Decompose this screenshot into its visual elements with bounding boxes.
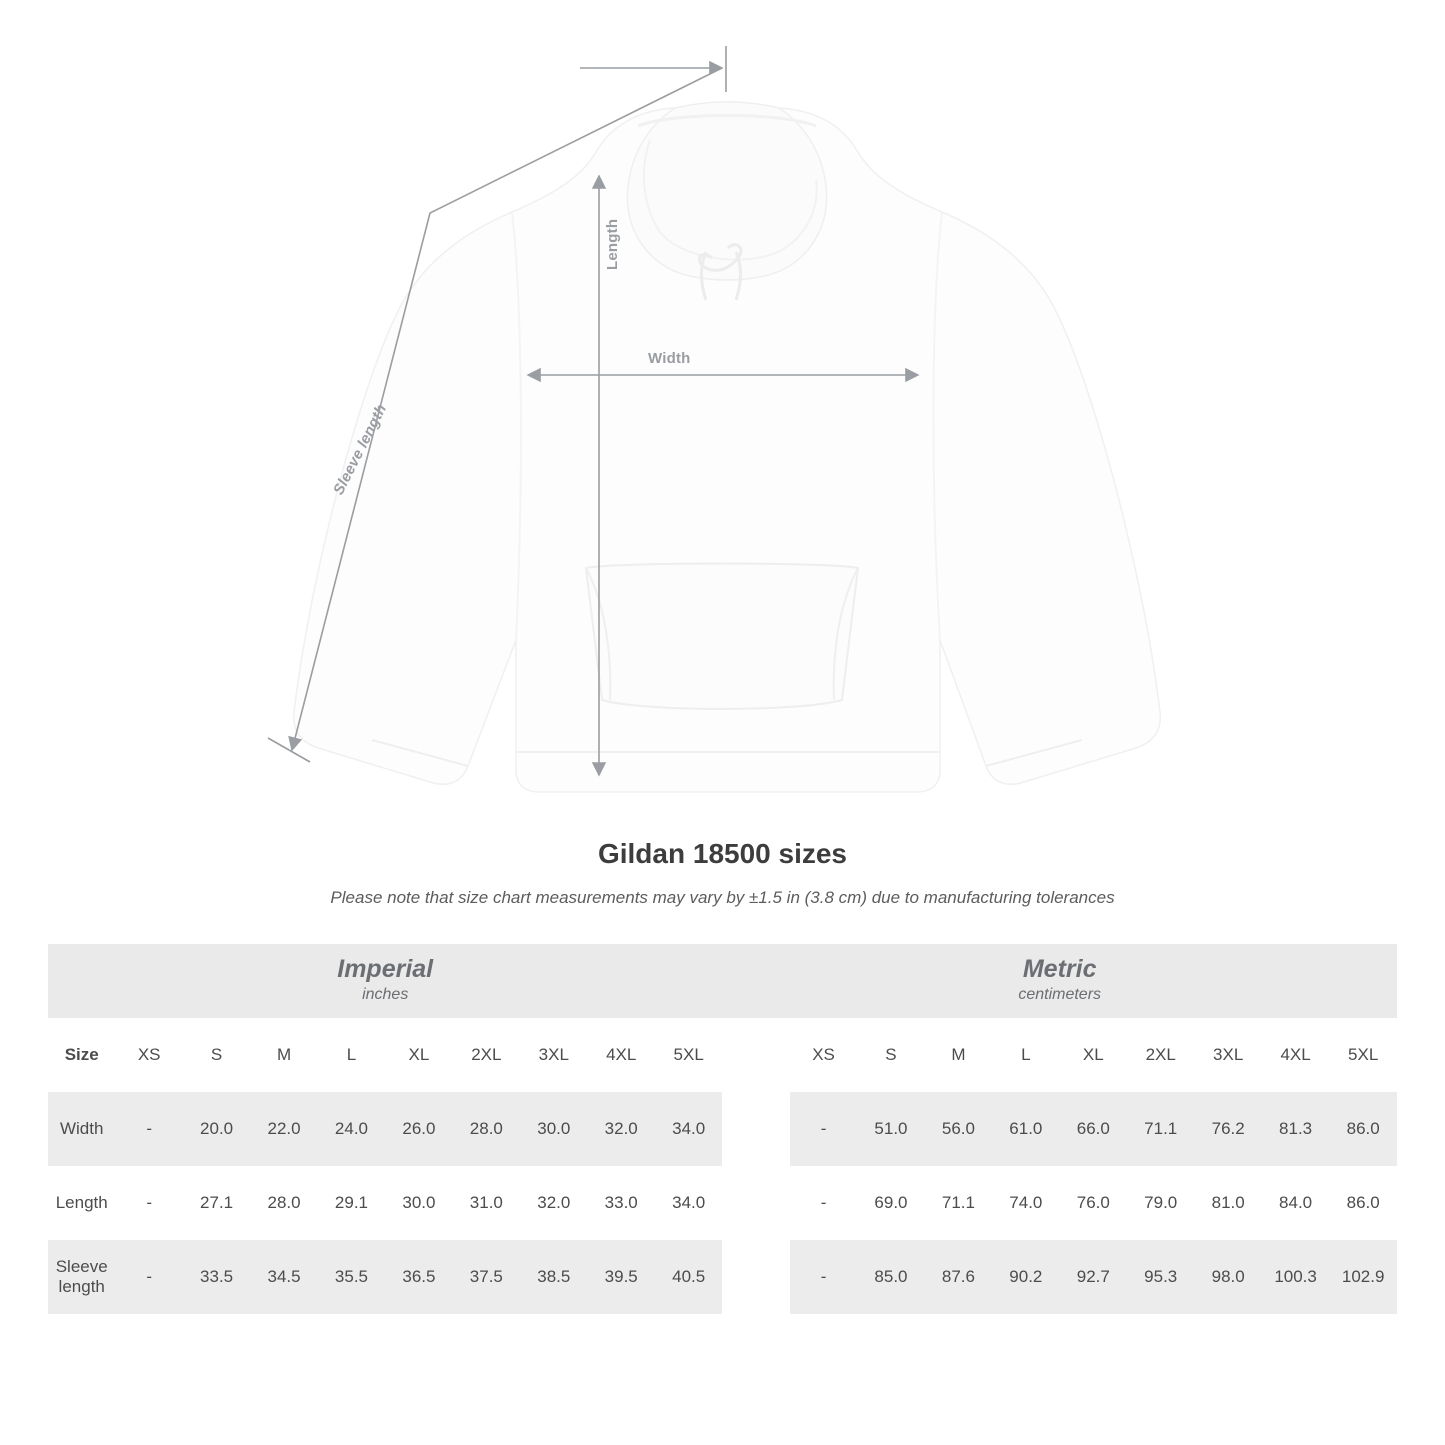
cell-width-metric-4: 66.0 [1060, 1092, 1127, 1166]
imperial-header [48, 944, 722, 1018]
table-row [48, 1240, 1397, 1314]
col-header-imperial-4: XL [385, 1018, 452, 1092]
cell-length-imperial-6: 32.0 [520, 1166, 587, 1240]
length-label: Length [604, 218, 621, 270]
col-header-metric-4: XL [1060, 1018, 1127, 1092]
cell-length-metric-8: 86.0 [1329, 1166, 1397, 1240]
metric-name: Metric [1022, 954, 1097, 983]
cell-length-metric-1: 69.0 [857, 1166, 924, 1240]
cell-width-imperial-0: - [115, 1092, 182, 1166]
cell-length-metric-0: - [790, 1166, 857, 1240]
cell-sleeve-imperial-5: 37.5 [453, 1240, 520, 1314]
imperial-sub: inches [362, 986, 409, 1004]
size-header-cell: Size [48, 1018, 115, 1092]
col-header-metric-8: 5XL [1329, 1018, 1397, 1092]
col-header-metric-6: 3XL [1194, 1018, 1261, 1092]
cell-width-imperial-7: 32.0 [588, 1092, 655, 1166]
cell-sleeve-imperial-4: 36.5 [385, 1240, 452, 1314]
cell-length-imperial-1: 27.1 [183, 1166, 250, 1240]
cell-length-imperial-4: 30.0 [385, 1166, 452, 1240]
table-row [48, 1166, 1397, 1240]
cell-length-metric-7: 84.0 [1262, 1166, 1329, 1240]
cell-sleeve-imperial-6: 38.5 [520, 1240, 587, 1314]
col-header-imperial-5: 2XL [453, 1018, 520, 1092]
sleeve-length-label: Sleeve length [330, 401, 391, 498]
cell-width-metric-0: - [790, 1092, 857, 1166]
cell-width-metric-8: 86.0 [1329, 1092, 1397, 1166]
imperial-name: Imperial [337, 954, 434, 983]
col-header-imperial-1: S [183, 1018, 250, 1092]
cell-sleeve-metric-4: 92.7 [1060, 1240, 1127, 1314]
width-label: Width [648, 350, 691, 367]
unit-divider [722, 1166, 789, 1240]
cell-width-imperial-2: 22.0 [250, 1092, 317, 1166]
metric-sub: centimeters [1018, 986, 1102, 1004]
cell-sleeve-imperial-8: 40.5 [655, 1240, 722, 1314]
cell-width-metric-1: 51.0 [857, 1092, 924, 1166]
cell-sleeve-imperial-2: 34.5 [250, 1240, 317, 1314]
size-header-row [48, 1018, 1397, 1092]
cell-sleeve-imperial-7: 39.5 [588, 1240, 655, 1314]
cell-width-metric-2: 56.0 [925, 1092, 992, 1166]
cell-sleeve-metric-2: 87.6 [925, 1240, 992, 1314]
unit-header-row [48, 944, 1397, 1018]
cell-length-imperial-5: 31.0 [453, 1166, 520, 1240]
cell-width-imperial-5: 28.0 [453, 1092, 520, 1166]
cell-length-metric-3: 74.0 [992, 1166, 1059, 1240]
cell-length-metric-6: 81.0 [1194, 1166, 1261, 1240]
cell-sleeve-metric-7: 100.3 [1262, 1240, 1329, 1314]
cell-sleeve-metric-0: - [790, 1240, 857, 1314]
col-header-imperial-0: XS [115, 1018, 182, 1092]
metric-header [722, 944, 1397, 1018]
table-row [48, 1092, 1397, 1166]
cell-length-imperial-0: - [115, 1166, 182, 1240]
title-block [0, 838, 1445, 908]
col-header-metric-7: 4XL [1262, 1018, 1329, 1092]
page-title: Gildan 18500 sizes [597, 838, 848, 869]
size-table-wrap [48, 944, 1397, 1314]
cell-length-metric-5: 79.0 [1127, 1166, 1194, 1240]
cell-length-imperial-3: 29.1 [318, 1166, 385, 1240]
cell-sleeve-imperial-3: 35.5 [318, 1240, 385, 1314]
unit-divider [722, 1092, 789, 1166]
cell-sleeve-metric-5: 95.3 [1127, 1240, 1194, 1314]
cell-width-metric-3: 61.0 [992, 1092, 1059, 1166]
cell-length-imperial-2: 28.0 [250, 1166, 317, 1240]
cell-sleeve-metric-1: 85.0 [857, 1240, 924, 1314]
col-header-imperial-3: L [318, 1018, 385, 1092]
cell-length-metric-4: 76.0 [1060, 1166, 1127, 1240]
cell-width-metric-6: 76.2 [1194, 1092, 1261, 1166]
hoodie-shape [294, 102, 1161, 792]
size-table [48, 944, 1397, 1314]
cell-width-imperial-8: 34.0 [655, 1092, 722, 1166]
cell-width-imperial-1: 20.0 [183, 1092, 250, 1166]
col-header-imperial-8: 5XL [655, 1018, 722, 1092]
col-header-metric-2: M [925, 1018, 992, 1092]
cell-sleeve-imperial-1: 33.5 [183, 1240, 250, 1314]
cell-sleeve-imperial-0: - [115, 1240, 182, 1314]
cell-length-metric-2: 71.1 [925, 1166, 992, 1240]
row-label-length: Length [48, 1166, 115, 1240]
cell-width-imperial-6: 30.0 [520, 1092, 587, 1166]
cell-width-imperial-4: 26.0 [385, 1092, 452, 1166]
col-header-imperial-6: 3XL [520, 1018, 587, 1092]
col-header-imperial-7: 4XL [588, 1018, 655, 1092]
tolerance-note: Please note that size chart measurements may vary by ±1.5 in (3.8 cm) due to manufacturing tolerances [330, 888, 1115, 907]
cell-width-metric-7: 81.3 [1262, 1092, 1329, 1166]
row-label-width: Width [48, 1092, 115, 1166]
unit-divider [722, 1018, 789, 1092]
cell-width-imperial-3: 24.0 [318, 1092, 385, 1166]
col-header-metric-5: 2XL [1127, 1018, 1194, 1092]
unit-divider [722, 1240, 789, 1314]
cell-length-imperial-8: 34.0 [655, 1166, 722, 1240]
col-header-metric-1: S [857, 1018, 924, 1092]
row-label-sleeve-length: Sleeve length [48, 1240, 115, 1314]
cell-width-metric-5: 71.1 [1127, 1092, 1194, 1166]
cell-length-imperial-7: 33.0 [588, 1166, 655, 1240]
col-header-metric-0: XS [790, 1018, 857, 1092]
col-header-imperial-2: M [250, 1018, 317, 1092]
col-header-metric-3: L [992, 1018, 1059, 1092]
cell-sleeve-metric-8: 102.9 [1329, 1240, 1397, 1314]
cell-sleeve-metric-3: 90.2 [992, 1240, 1059, 1314]
cell-sleeve-metric-6: 98.0 [1194, 1240, 1261, 1314]
